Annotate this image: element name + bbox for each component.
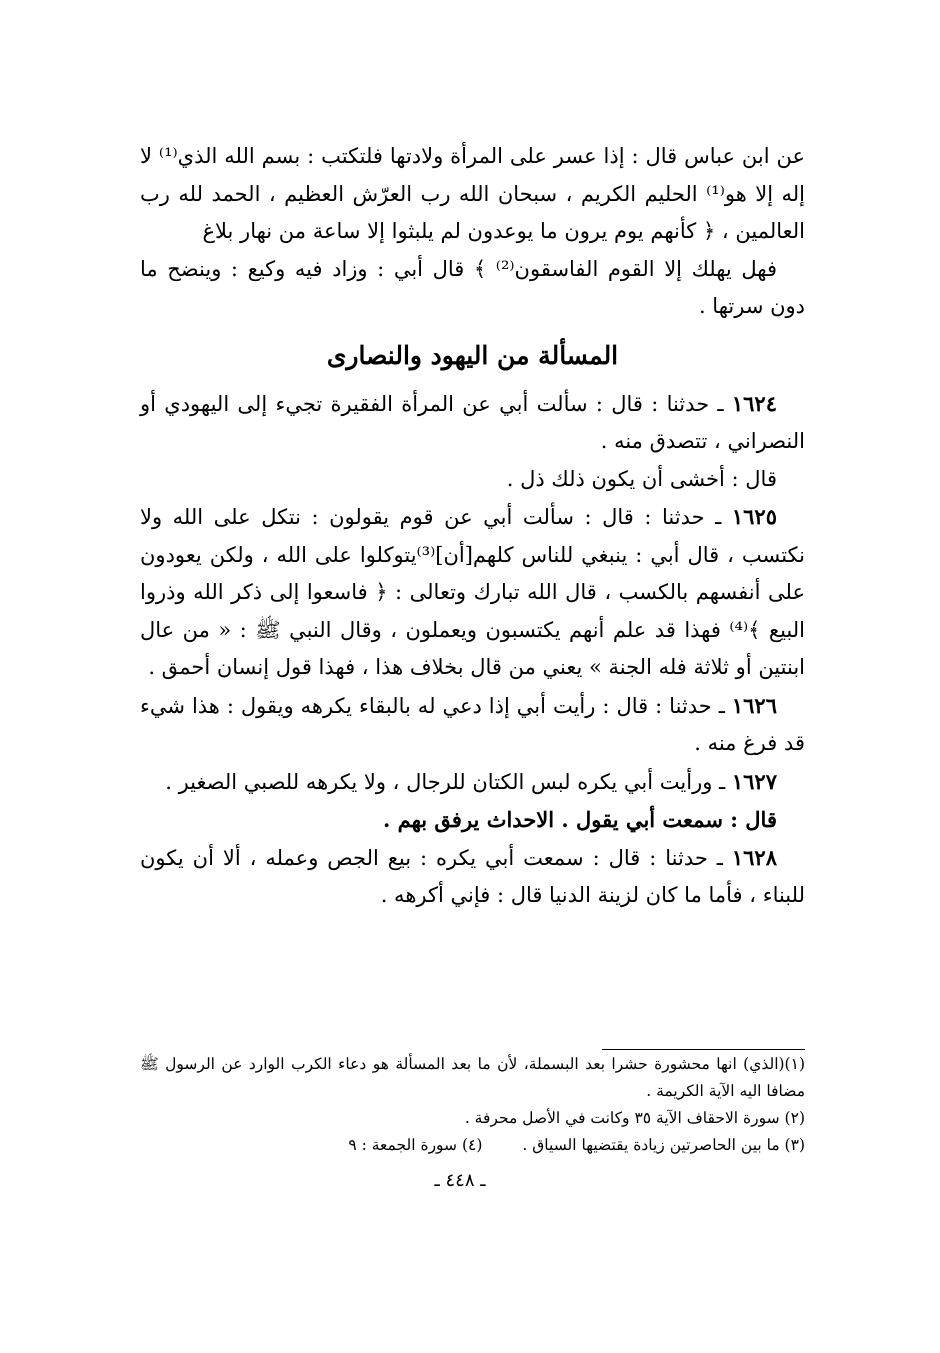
paragraph-continuation: فهل يهلك إلا القوم الفاسقون⁽²⁾ ﴾ قال أبي : وزاد فيه وكيع : وينضح ما دون سرتها . bbox=[140, 256, 805, 318]
entry-number-1624: ١٦٢٤ bbox=[731, 390, 777, 416]
entry-number-1625: ١٦٢٥ bbox=[731, 504, 777, 529]
footnote-row bbox=[140, 1132, 805, 1159]
section-heading: المسألة من اليهود والنصارى bbox=[326, 340, 619, 370]
page-number: ـ ٤٤٨ ـ bbox=[434, 1170, 486, 1191]
entry-text-1624: ـ حدثنا : قال : سألت أبي عن المرأة الفقيرة تجيء إلى اليهودي أو النصراني ، تتصدق منه . bbox=[140, 391, 805, 453]
paragraph-1624 bbox=[140, 385, 805, 461]
entry-text-1626: ـ حدثنا : قال : رأيت أبي إذا دعي له بالبقاء يكرهه ويقول : هذا شيء قد فرغ منه . bbox=[140, 693, 805, 755]
entry-text-1627: ـ ورأيت أبي يكره لبس الكتان للرجال ، ولا يكرهه للصبي الصغير . bbox=[165, 769, 732, 794]
footnote-separator bbox=[602, 1049, 805, 1050]
footnote-1: (١)(الذي) انها محشورة حشرا بعد البسملة، لأن ما بعد المسألة هو دعاء الكرب الوارد عن الرسول ﷺ مضافا اليه الآية الكريمة . bbox=[140, 1055, 805, 1100]
paragraph-saying: قال : سمعت أبي يقول . الاحداث يرفق بهم . bbox=[382, 807, 777, 832]
footnote-2: (٢) سورة الاحقاف الآية ٣٥ وكانت في الأصل محرفة . bbox=[464, 1109, 805, 1127]
entry-text-1625: ـ حدثنا : قال : سألت أبي عن قوم يقولون : نتكل على الله ولا نكتسب ، قال أبي : ينبغي للناس كلهم[أن]⁽³⁾يتوكلوا على الله ، ولكن يعودون على أنفسهم بالكسب ، قال الله تبارك وتعالى : ﴿ فاسعوا إلى ذكر الله وذروا البيع ﴾⁽⁴⁾ فهذا قد علم أنهم يكتسبون ويعملون ، وقال النبي ﷺ : « من عال ابنتين أو ثلاثة فله الجنة » يعني من قال بخلاف هذا ، فهذا قول إنسان أحمق . bbox=[140, 505, 805, 679]
paragraph-answer: قال : أخشى أن يكون ذلك ذل . bbox=[506, 466, 777, 491]
main-text bbox=[140, 138, 805, 915]
entry-number-1626: ١٦٢٦ bbox=[731, 692, 777, 718]
entry-number-1627: ١٦٢٧ bbox=[731, 768, 777, 794]
footnote-3: (٣) ما بين الحاصرتين زيادة يقتضيها السياق . bbox=[522, 1136, 805, 1154]
paragraph-ibn-abbas: عن ابن عباس قال : إذا عسر على المرأة ولادتها فلتكتب : بسم الله الذي⁽¹⁾ لا إله إلا هو⁽¹⁾ الحليم الكريم ، سبحان الله رب العرّش العظيم ، الحمد لله رب العالمين ، ﴿ كأنهم يوم يرون ما يوعدون لم يلبثوا إلا ساعة من نهار بلاغ bbox=[140, 144, 806, 243]
footnote-4: (٤) سورة الجمعة : ٩ bbox=[348, 1136, 483, 1154]
footnotes bbox=[140, 1051, 805, 1159]
paragraph-1626 bbox=[140, 687, 805, 763]
paragraph-1627 bbox=[140, 763, 805, 802]
paragraph-1625 bbox=[140, 498, 805, 687]
paragraph-1628 bbox=[140, 839, 805, 915]
entry-text-1628: ـ حدثنا : قال : سمعت أبي يكره : بيع الجص وعمله ، ألا أن يكون للبناء ، فأما ما كان لزينة الدنيا قال : فإني أكرهه . bbox=[140, 845, 805, 907]
entry-number-1628: ١٦٢٨ bbox=[731, 844, 777, 870]
